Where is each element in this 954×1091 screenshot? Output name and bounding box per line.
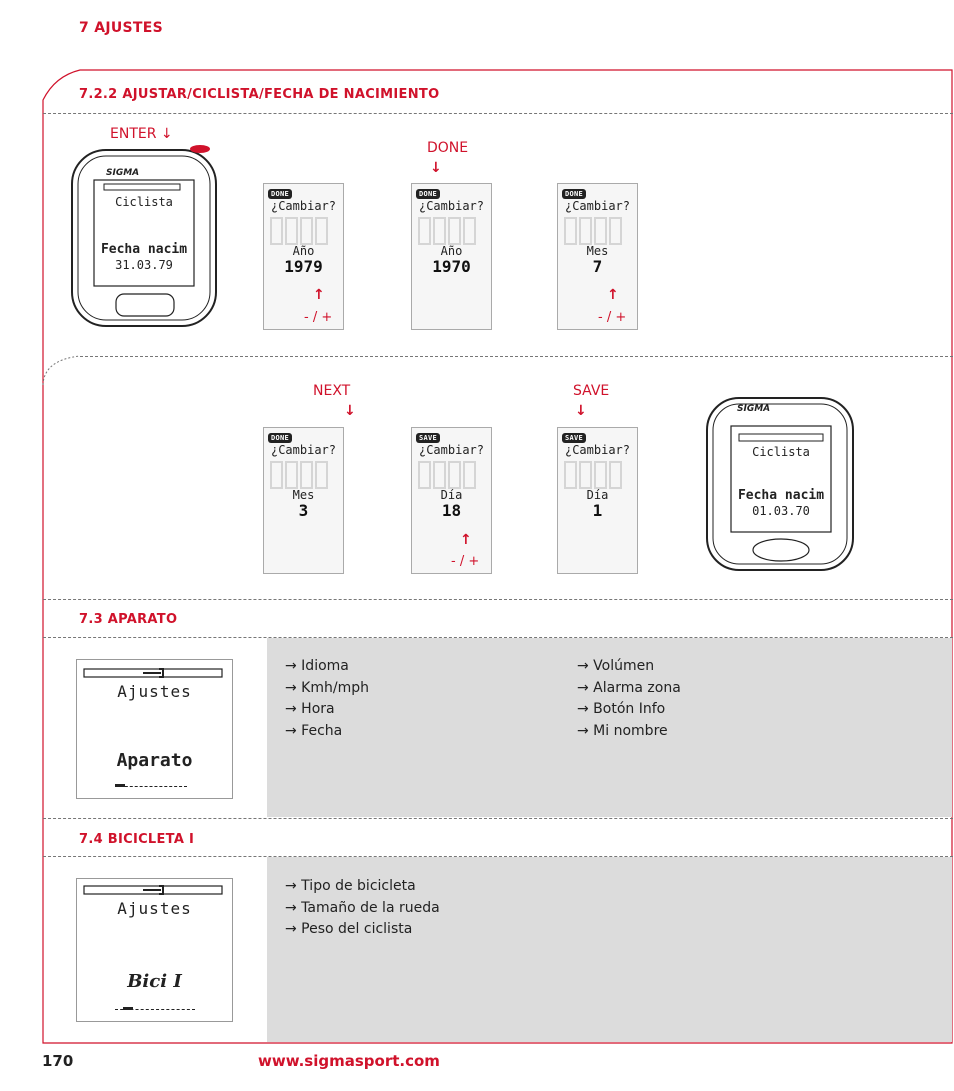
screen-day-18: [411, 427, 492, 574]
device-value: 01.03.70: [752, 504, 810, 518]
device-end: [705, 390, 857, 580]
field-value: 1970: [432, 257, 471, 276]
field-value: 18: [441, 501, 462, 520]
device-menu: Ciclista: [115, 195, 173, 209]
bicicleta-screen: [76, 878, 233, 1022]
list-item: → Idioma: [285, 658, 349, 674]
list-item: → Tipo de bicicleta: [285, 878, 416, 894]
brand-logo: SIGMA: [737, 404, 771, 414]
arrow-down-icon: ↓: [344, 403, 356, 419]
save-label: SAVE: [573, 383, 610, 399]
wrench-icon: [83, 883, 223, 897]
arrow-down-icon: ↓: [430, 160, 442, 176]
arrow-down-icon: ↓: [575, 403, 587, 419]
arrow-up-icon: ↑: [313, 287, 325, 303]
change-question: ¿Cambiar?: [270, 443, 337, 457]
section-title-birthdate: 7.2.2 AJUSTAR/CICLISTA/FECHA DE NACIMIENTO: [79, 87, 440, 102]
list-item: → Volúmen: [577, 658, 655, 674]
enter-label: ENTER ↓: [110, 126, 173, 142]
bike-computer-icon: [705, 390, 857, 576]
arrow-up-icon: ↑: [460, 532, 472, 548]
screen-menu: Ajustes: [117, 682, 192, 701]
divider: [43, 599, 953, 600]
plus-minus-label: - / +: [451, 554, 480, 569]
screen-month-7: [557, 183, 638, 330]
field-label: Día: [586, 488, 609, 502]
list-item: → Mi nombre: [577, 722, 668, 739]
device-field: Fecha nacim: [100, 242, 188, 257]
list-item: → Tamaño de la rueda: [285, 899, 440, 916]
save-badge: SAVE: [416, 433, 440, 443]
aparato-screen: [76, 659, 233, 799]
change-question: ¿Cambiar?: [564, 443, 631, 457]
change-question: ¿Cambiar?: [418, 443, 485, 457]
website-link[interactable]: www.sigmasport.com: [258, 1052, 440, 1070]
screen-year-1970: [411, 183, 492, 330]
field-value: 3: [298, 501, 309, 520]
section-title-aparato: 7.3 APARATO: [79, 612, 178, 627]
chapter-header: 7 AJUSTES: [79, 20, 164, 36]
done-label: DONE: [427, 140, 469, 156]
done-badge: DONE: [562, 189, 586, 199]
screen-year-1979: [263, 183, 344, 330]
field-label: Día: [440, 488, 463, 502]
list-item: → Fecha: [285, 722, 343, 739]
list-item: → Alarma zona: [577, 679, 681, 696]
done-badge: DONE: [416, 189, 440, 199]
field-label: Año: [292, 244, 315, 258]
plus-minus-label: - / +: [304, 310, 333, 325]
device-field: Fecha nacim: [737, 488, 825, 503]
save-badge: SAVE: [562, 433, 586, 443]
done-badge: DONE: [268, 189, 292, 199]
done-badge: DONE: [268, 433, 292, 443]
device-value: 31.03.79: [115, 258, 173, 272]
field-value: 1: [592, 501, 603, 520]
next-label: NEXT: [313, 383, 351, 399]
list-item: → Botón Info: [577, 701, 666, 717]
screen-menu: Ajustes: [117, 899, 192, 918]
section-title-bicicleta: 7.4 BICICLETA I: [79, 832, 195, 847]
screen-day-1: [557, 427, 638, 574]
arrow-down-icon: ↓: [160, 126, 173, 142]
plus-minus-label: - / +: [598, 310, 627, 325]
page-number: 170: [42, 1052, 74, 1070]
list-item: → Peso del ciclista: [285, 921, 413, 937]
list-item: → Kmh/mph: [285, 679, 369, 696]
screen-value: Bici I: [127, 971, 182, 992]
divider: [43, 113, 953, 114]
field-label: Mes: [292, 488, 315, 502]
field-label: Año: [440, 244, 463, 258]
divider: [80, 356, 953, 357]
change-question: ¿Cambiar?: [418, 199, 485, 213]
brand-logo: SIGMA: [106, 168, 140, 178]
device-menu: Ciclista: [752, 445, 810, 459]
divider: [43, 818, 953, 819]
list-item: → Hora: [285, 701, 335, 717]
wrench-icon: [83, 666, 223, 680]
bike-computer-icon: [70, 144, 220, 329]
screen-value: Aparato: [116, 750, 193, 771]
aparato-list-right: [577, 656, 681, 742]
change-question: ¿Cambiar?: [564, 199, 631, 213]
change-question: ¿Cambiar?: [270, 199, 337, 213]
bicicleta-list: [285, 876, 440, 941]
screen-month-3: [263, 427, 344, 574]
field-label: Mes: [586, 244, 609, 258]
aparato-list-left: [285, 656, 369, 742]
arrow-up-icon: ↑: [607, 287, 619, 303]
device-start: [70, 144, 220, 333]
field-value: 1979: [284, 257, 323, 276]
field-value: 7: [592, 257, 603, 276]
